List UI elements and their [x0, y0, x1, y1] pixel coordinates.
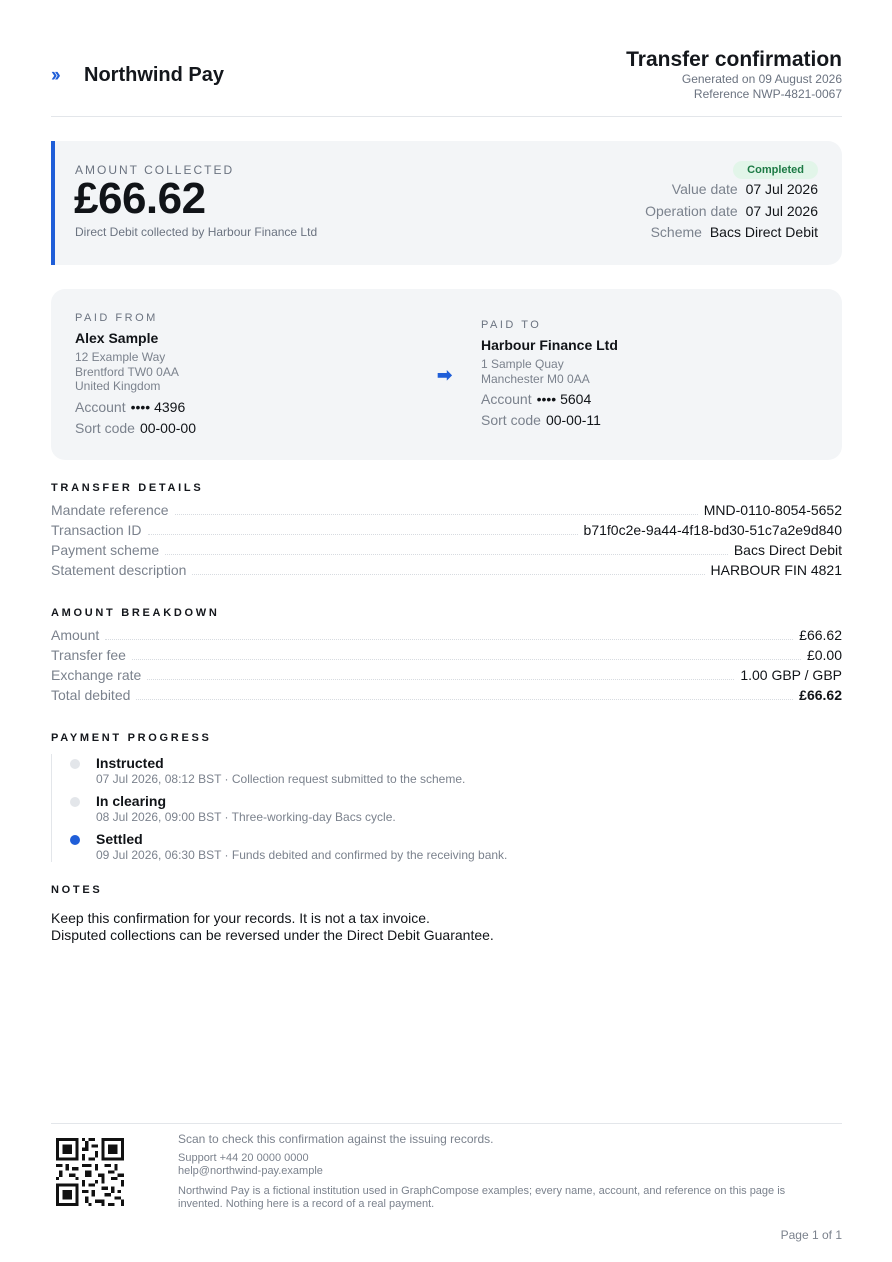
progress-timeline [51, 754, 751, 862]
detail-label: Payment scheme [51, 542, 160, 558]
operation-date-value: 07 Jul 2026 [745, 203, 818, 219]
note-line: Disputed collections can be reversed under the Direct Debit Guarantee. [51, 926, 494, 943]
sort-code-value: 00-00-11 [545, 412, 601, 428]
step-detail: 08 Jul 2026, 09:00 BST · Three-working-day Bacs cycle. [96, 810, 396, 824]
payee-address [481, 357, 618, 386]
scan-instruction: Scan to check this confirmation against the issuing records. [178, 1132, 494, 1146]
operation-date [645, 203, 818, 219]
step-dot-active [70, 835, 80, 845]
address-line: Brentford TW0 0AA [75, 364, 179, 379]
qr-code-icon [56, 1138, 124, 1206]
payer-name: Alex Sample [75, 330, 159, 346]
note-line: Keep this confirmation for your records. It is not a tax invoice. [51, 910, 430, 926]
arrow-right-icon: ➡ [437, 365, 453, 385]
amount-description: Direct Debit collected by Harbour Finance Ltd [75, 225, 318, 239]
notes-title: NOTES [51, 884, 103, 896]
detail-value: HARBOUR FIN 4821 [710, 562, 842, 578]
leader-dots [165, 546, 728, 555]
amount-breakdown-title: AMOUNT BREAKDOWN [51, 607, 220, 619]
sort-code-label: Sort code [75, 419, 135, 436]
detail-row [51, 560, 842, 580]
leader-dots [147, 671, 734, 680]
detail-value: MND-0110-8054-5652 [703, 502, 842, 518]
detail-row [51, 500, 842, 520]
breakdown-label: Amount [51, 627, 100, 643]
operation-date-label: Operation date [645, 203, 738, 219]
leader-dots [136, 691, 793, 700]
document-title: Transfer confirmation [626, 48, 842, 71]
leader-dots [105, 631, 793, 640]
leader-dots [175, 506, 698, 515]
brand [51, 64, 224, 87]
payer-account [75, 397, 196, 418]
detail-label: Mandate reference [51, 502, 169, 518]
disclaimer-line: Northwind Pay is a fictional institution used in GraphCompose examples; every name, account, and reference on this page is [178, 1185, 786, 1197]
scheme-value: Bacs Direct Debit [709, 224, 818, 240]
leader-dots [148, 526, 578, 535]
detail-value: b71f0c2e-9a44-4f18-bd30-51c7a2e9d840 [583, 522, 842, 538]
payee-sort-code [481, 410, 618, 431]
paid-to-caption: PAID TO [481, 319, 542, 331]
account-label: Account [75, 398, 126, 415]
step-title: Instructed [96, 755, 164, 771]
account-value: •••• 4396 [130, 398, 186, 415]
step-title: Settled [96, 831, 143, 847]
breakdown-label: Transfer fee [51, 647, 126, 663]
detail-row [51, 540, 842, 560]
detail-value: Bacs Direct Debit [733, 542, 842, 558]
value-date [672, 181, 818, 197]
step-detail: 07 Jul 2026, 08:12 BST · Collection request submitted to the scheme. [96, 772, 466, 786]
transfer-details-title: TRANSFER DETAILS [51, 482, 204, 494]
address-line: 1 Sample Quay [481, 357, 564, 371]
generated-date: Generated on 09 August 2026 [681, 72, 842, 86]
leader-dots [132, 651, 801, 660]
address-line: United Kingdom [75, 379, 161, 393]
address-line: 12 Example Way [75, 350, 166, 364]
breakdown-total-value: £66.62 [799, 687, 842, 703]
payment-progress-title: PAYMENT PROGRESS [51, 732, 212, 744]
amount-value: £66.62 [74, 174, 206, 223]
breakdown-label: Exchange rate [51, 667, 142, 683]
detail-label: Statement description [51, 562, 187, 578]
scheme-label: Scheme [650, 224, 702, 240]
double-chevron-right-icon: ›› [51, 64, 58, 86]
step-dot [70, 759, 80, 769]
account-label: Account [481, 391, 532, 407]
payer-sort-code [75, 418, 196, 439]
value-date-label: Value date [671, 181, 738, 197]
detail-label: Transaction ID [51, 522, 142, 538]
breakdown-value: £0.00 [806, 647, 842, 663]
paid-to [481, 318, 618, 431]
breakdown-row [51, 645, 842, 665]
document-header [51, 46, 842, 117]
payee-name: Harbour Finance Ltd [481, 337, 618, 353]
breakdown-value: £66.62 [799, 627, 842, 643]
notes-body [51, 910, 494, 943]
breakdown-label: Total debited [51, 687, 131, 703]
sort-code-label: Sort code [481, 412, 541, 428]
step-title: In clearing [96, 793, 167, 809]
breakdown-value: 1.00 GBP / GBP [740, 667, 842, 683]
breakdown-row [51, 665, 842, 685]
page-number: Page 1 of 1 [780, 1228, 842, 1242]
paid-from [75, 311, 196, 439]
value-date-value: 07 Jul 2026 [745, 181, 818, 197]
account-value: •••• 5604 [536, 391, 592, 407]
parties-panel [51, 289, 842, 460]
step-detail: 09 Jul 2026, 06:30 BST · Funds debited and confirmed by the receiving bank. [96, 848, 508, 862]
status-badge: Completed [733, 161, 818, 179]
footer [51, 1123, 842, 1243]
step-dot [70, 797, 80, 807]
document-reference: Reference NWP-4821-0067 [693, 87, 842, 101]
sort-code-value: 00-00-00 [139, 419, 196, 436]
leader-dots [192, 566, 704, 575]
amount-label: AMOUNT COLLECTED [75, 163, 235, 177]
breakdown-row [51, 625, 842, 645]
payer-address [75, 350, 196, 394]
disclaimer-line: invented. Nothing here is a record of a real payment. [178, 1198, 435, 1210]
support-email: help@northwind-pay.example [178, 1165, 323, 1177]
detail-row [51, 520, 842, 540]
brand-name: Northwind Pay [84, 64, 225, 86]
breakdown-row-total [51, 685, 842, 705]
support-phone: Support +44 20 0000 0000 [178, 1152, 309, 1164]
paid-from-caption: PAID FROM [75, 312, 158, 324]
header-meta [626, 48, 842, 102]
scheme [651, 224, 818, 240]
payee-account [481, 389, 618, 410]
amount-summary-panel [51, 141, 842, 265]
address-line: Manchester M0 0AA [481, 371, 590, 386]
